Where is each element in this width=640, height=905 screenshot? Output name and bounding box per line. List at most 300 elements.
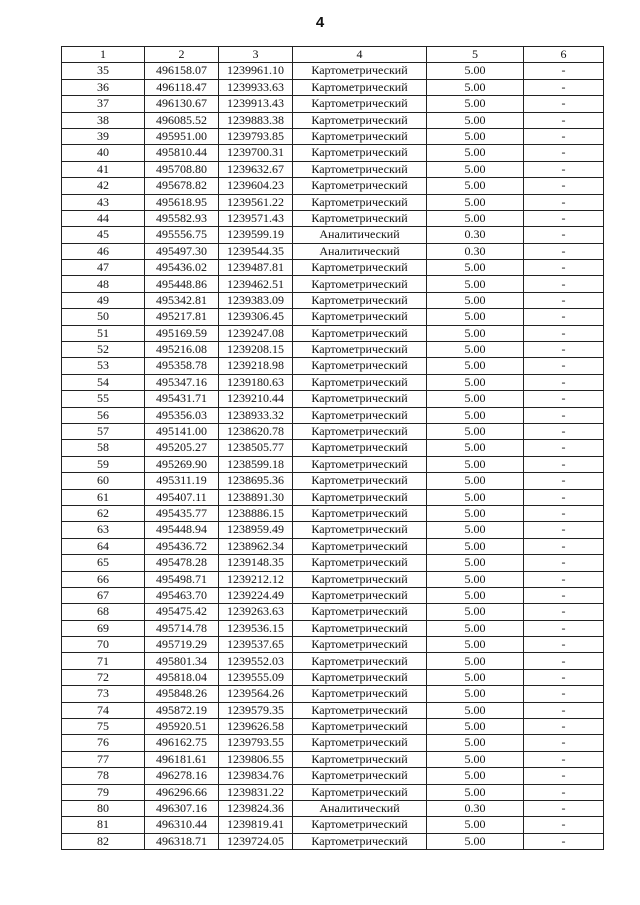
table-row	[62, 79, 604, 95]
point-number-cell: 69	[62, 620, 145, 636]
method-cell: Картометрический	[293, 358, 427, 374]
x-coordinate-cell: 495708.80	[145, 161, 219, 177]
table-row	[62, 374, 604, 390]
table-row	[62, 473, 604, 489]
method-cell: Картометрический	[293, 96, 427, 112]
accuracy-cell: 5.00	[427, 260, 524, 276]
accuracy-cell: 5.00	[427, 178, 524, 194]
point-number-cell: 51	[62, 325, 145, 341]
method-cell: Картометрический	[293, 407, 427, 423]
y-coordinate-cell: 1239793.55	[219, 735, 293, 751]
description-cell: -	[524, 833, 604, 849]
description-cell: -	[524, 735, 604, 751]
method-cell: Картометрический	[293, 669, 427, 685]
y-coordinate-cell: 1239961.10	[219, 63, 293, 79]
coordinates-table	[61, 46, 604, 850]
x-coordinate-cell: 495848.26	[145, 686, 219, 702]
point-number-cell: 54	[62, 374, 145, 390]
x-coordinate-cell: 495582.93	[145, 210, 219, 226]
accuracy-cell: 5.00	[427, 391, 524, 407]
table-row	[62, 571, 604, 587]
y-coordinate-cell: 1239834.76	[219, 768, 293, 784]
table-row	[62, 276, 604, 292]
point-number-cell: 60	[62, 473, 145, 489]
accuracy-cell: 5.00	[427, 358, 524, 374]
accuracy-cell: 5.00	[427, 292, 524, 308]
point-number-cell: 78	[62, 768, 145, 784]
y-coordinate-cell: 1239824.36	[219, 800, 293, 816]
table-row	[62, 669, 604, 685]
description-cell: -	[524, 161, 604, 177]
y-coordinate-cell: 1239564.26	[219, 686, 293, 702]
point-number-cell: 38	[62, 112, 145, 128]
table-row	[62, 604, 604, 620]
method-cell: Картометрический	[293, 555, 427, 571]
method-cell: Картометрический	[293, 292, 427, 308]
point-number-cell: 46	[62, 243, 145, 259]
point-number-cell: 50	[62, 309, 145, 325]
point-number-cell: 44	[62, 210, 145, 226]
y-coordinate-cell: 1239831.22	[219, 784, 293, 800]
accuracy-cell: 5.00	[427, 751, 524, 767]
table-row	[62, 178, 604, 194]
y-coordinate-cell: 1238599.18	[219, 456, 293, 472]
point-number-cell: 74	[62, 702, 145, 718]
y-coordinate-cell: 1239819.41	[219, 817, 293, 833]
accuracy-cell: 5.00	[427, 833, 524, 849]
description-cell: -	[524, 194, 604, 210]
description-cell: -	[524, 325, 604, 341]
point-number-cell: 59	[62, 456, 145, 472]
point-number-cell: 55	[62, 391, 145, 407]
table-row	[62, 735, 604, 751]
table-row	[62, 702, 604, 718]
description-cell: -	[524, 423, 604, 439]
table-row	[62, 423, 604, 439]
accuracy-cell: 5.00	[427, 587, 524, 603]
table-row	[62, 243, 604, 259]
x-coordinate-cell: 495435.77	[145, 505, 219, 521]
table-row	[62, 210, 604, 226]
y-coordinate-cell: 1239210.44	[219, 391, 293, 407]
accuracy-cell: 5.00	[427, 79, 524, 95]
method-cell: Картометрический	[293, 817, 427, 833]
y-coordinate-cell: 1239555.09	[219, 669, 293, 685]
point-number-cell: 49	[62, 292, 145, 308]
x-coordinate-cell: 495311.19	[145, 473, 219, 489]
description-cell: -	[524, 784, 604, 800]
point-number-cell: 76	[62, 735, 145, 751]
table-row	[62, 309, 604, 325]
method-cell: Картометрический	[293, 784, 427, 800]
y-coordinate-cell: 1239537.65	[219, 637, 293, 653]
y-coordinate-cell: 1238962.34	[219, 538, 293, 554]
x-coordinate-cell: 496130.67	[145, 96, 219, 112]
accuracy-cell: 0.30	[427, 800, 524, 816]
accuracy-cell: 5.00	[427, 784, 524, 800]
table-row	[62, 440, 604, 456]
table-row	[62, 538, 604, 554]
point-number-cell: 47	[62, 260, 145, 276]
y-coordinate-cell: 1239913.43	[219, 96, 293, 112]
accuracy-cell: 5.00	[427, 817, 524, 833]
method-cell: Картометрический	[293, 571, 427, 587]
description-cell: -	[524, 522, 604, 538]
description-cell: -	[524, 374, 604, 390]
x-coordinate-cell: 495141.00	[145, 423, 219, 439]
description-cell: -	[524, 620, 604, 636]
accuracy-cell: 5.00	[427, 702, 524, 718]
point-number-cell: 61	[62, 489, 145, 505]
point-number-cell: 73	[62, 686, 145, 702]
y-coordinate-cell: 1239933.63	[219, 79, 293, 95]
method-cell: Картометрический	[293, 833, 427, 849]
column-header: 5	[427, 47, 524, 63]
accuracy-cell: 5.00	[427, 620, 524, 636]
description-cell: -	[524, 604, 604, 620]
x-coordinate-cell: 495556.75	[145, 227, 219, 243]
method-cell: Картометрический	[293, 63, 427, 79]
table-row	[62, 505, 604, 521]
point-number-cell: 48	[62, 276, 145, 292]
method-cell: Картометрический	[293, 473, 427, 489]
table-row	[62, 555, 604, 571]
y-coordinate-cell: 1238505.77	[219, 440, 293, 456]
point-number-cell: 41	[62, 161, 145, 177]
method-cell: Картометрический	[293, 489, 427, 505]
description-cell: -	[524, 653, 604, 669]
y-coordinate-cell: 1239544.35	[219, 243, 293, 259]
method-cell: Картометрический	[293, 145, 427, 161]
accuracy-cell: 5.00	[427, 735, 524, 751]
point-number-cell: 42	[62, 178, 145, 194]
description-cell: -	[524, 456, 604, 472]
description-cell: -	[524, 669, 604, 685]
column-header: 2	[145, 47, 219, 63]
description-cell: -	[524, 686, 604, 702]
x-coordinate-cell: 495497.30	[145, 243, 219, 259]
x-coordinate-cell: 495342.81	[145, 292, 219, 308]
point-number-cell: 52	[62, 342, 145, 358]
description-cell: -	[524, 260, 604, 276]
method-cell: Картометрический	[293, 456, 427, 472]
description-cell: -	[524, 276, 604, 292]
accuracy-cell: 5.00	[427, 686, 524, 702]
y-coordinate-cell: 1239180.63	[219, 374, 293, 390]
column-header: 6	[524, 47, 604, 63]
accuracy-cell: 5.00	[427, 145, 524, 161]
table-row	[62, 522, 604, 538]
x-coordinate-cell: 495169.59	[145, 325, 219, 341]
method-cell: Картометрический	[293, 505, 427, 521]
table-row	[62, 489, 604, 505]
x-coordinate-cell: 496318.71	[145, 833, 219, 849]
method-cell: Аналитический	[293, 227, 427, 243]
point-number-cell: 82	[62, 833, 145, 849]
description-cell: -	[524, 128, 604, 144]
x-coordinate-cell: 495217.81	[145, 309, 219, 325]
accuracy-cell: 5.00	[427, 440, 524, 456]
description-cell: -	[524, 702, 604, 718]
point-number-cell: 70	[62, 637, 145, 653]
method-cell: Картометрический	[293, 751, 427, 767]
accuracy-cell: 5.00	[427, 473, 524, 489]
description-cell: -	[524, 817, 604, 833]
table-row	[62, 833, 604, 849]
method-cell: Картометрический	[293, 604, 427, 620]
point-number-cell: 67	[62, 587, 145, 603]
y-coordinate-cell: 1239383.09	[219, 292, 293, 308]
y-coordinate-cell: 1239536.15	[219, 620, 293, 636]
table-row	[62, 358, 604, 374]
method-cell: Картометрический	[293, 702, 427, 718]
description-cell: -	[524, 112, 604, 128]
x-coordinate-cell: 495358.78	[145, 358, 219, 374]
accuracy-cell: 5.00	[427, 489, 524, 505]
accuracy-cell: 5.00	[427, 637, 524, 653]
x-coordinate-cell: 495431.71	[145, 391, 219, 407]
x-coordinate-cell: 495356.03	[145, 407, 219, 423]
method-cell: Картометрический	[293, 538, 427, 554]
x-coordinate-cell: 496158.07	[145, 63, 219, 79]
method-cell: Картометрический	[293, 161, 427, 177]
point-number-cell: 40	[62, 145, 145, 161]
y-coordinate-cell: 1239224.49	[219, 587, 293, 603]
table-row	[62, 391, 604, 407]
description-cell: -	[524, 800, 604, 816]
y-coordinate-cell: 1238695.36	[219, 473, 293, 489]
table-row	[62, 653, 604, 669]
method-cell: Картометрический	[293, 128, 427, 144]
description-cell: -	[524, 719, 604, 735]
table-row	[62, 456, 604, 472]
accuracy-cell: 5.00	[427, 325, 524, 341]
y-coordinate-cell: 1239306.45	[219, 309, 293, 325]
header-row	[62, 47, 604, 63]
accuracy-cell: 5.00	[427, 342, 524, 358]
method-cell: Картометрический	[293, 260, 427, 276]
page-number: 4	[315, 14, 325, 31]
x-coordinate-cell: 496162.75	[145, 735, 219, 751]
y-coordinate-cell: 1239487.81	[219, 260, 293, 276]
x-coordinate-cell: 495498.71	[145, 571, 219, 587]
x-coordinate-cell: 495951.00	[145, 128, 219, 144]
description-cell: -	[524, 309, 604, 325]
accuracy-cell: 5.00	[427, 768, 524, 784]
point-number-cell: 43	[62, 194, 145, 210]
y-coordinate-cell: 1239212.12	[219, 571, 293, 587]
description-cell: -	[524, 473, 604, 489]
description-cell: -	[524, 505, 604, 521]
table-row	[62, 751, 604, 767]
table-row	[62, 342, 604, 358]
x-coordinate-cell: 495478.28	[145, 555, 219, 571]
accuracy-cell: 5.00	[427, 407, 524, 423]
x-coordinate-cell: 495347.16	[145, 374, 219, 390]
y-coordinate-cell: 1239599.19	[219, 227, 293, 243]
description-cell: -	[524, 637, 604, 653]
description-cell: -	[524, 571, 604, 587]
accuracy-cell: 5.00	[427, 669, 524, 685]
accuracy-cell: 0.30	[427, 227, 524, 243]
accuracy-cell: 5.00	[427, 538, 524, 554]
description-cell: -	[524, 358, 604, 374]
description-cell: -	[524, 587, 604, 603]
x-coordinate-cell: 495618.95	[145, 194, 219, 210]
method-cell: Картометрический	[293, 79, 427, 95]
description-cell: -	[524, 538, 604, 554]
x-coordinate-cell: 495216.08	[145, 342, 219, 358]
method-cell: Картометрический	[293, 309, 427, 325]
table-row	[62, 96, 604, 112]
y-coordinate-cell: 1238886.15	[219, 505, 293, 521]
table-row	[62, 292, 604, 308]
y-coordinate-cell: 1239793.85	[219, 128, 293, 144]
accuracy-cell: 5.00	[427, 522, 524, 538]
x-coordinate-cell: 495205.27	[145, 440, 219, 456]
x-coordinate-cell: 495810.44	[145, 145, 219, 161]
method-cell: Картометрический	[293, 653, 427, 669]
description-cell: -	[524, 178, 604, 194]
y-coordinate-cell: 1239462.51	[219, 276, 293, 292]
method-cell: Картометрический	[293, 374, 427, 390]
table-row	[62, 145, 604, 161]
y-coordinate-cell: 1239263.63	[219, 604, 293, 620]
column-header: 3	[219, 47, 293, 63]
method-cell: Картометрический	[293, 391, 427, 407]
description-cell: -	[524, 751, 604, 767]
point-number-cell: 53	[62, 358, 145, 374]
method-cell: Картометрический	[293, 735, 427, 751]
point-number-cell: 72	[62, 669, 145, 685]
point-number-cell: 75	[62, 719, 145, 735]
accuracy-cell: 5.00	[427, 96, 524, 112]
point-number-cell: 65	[62, 555, 145, 571]
description-cell: -	[524, 292, 604, 308]
table-row	[62, 768, 604, 784]
table-row	[62, 800, 604, 816]
method-cell: Картометрический	[293, 620, 427, 636]
y-coordinate-cell: 1239552.03	[219, 653, 293, 669]
y-coordinate-cell: 1239806.55	[219, 751, 293, 767]
x-coordinate-cell: 495714.78	[145, 620, 219, 636]
table-row	[62, 128, 604, 144]
x-coordinate-cell: 495801.34	[145, 653, 219, 669]
x-coordinate-cell: 496181.61	[145, 751, 219, 767]
x-coordinate-cell: 495818.04	[145, 669, 219, 685]
accuracy-cell: 5.00	[427, 555, 524, 571]
accuracy-cell: 5.00	[427, 210, 524, 226]
table-row	[62, 194, 604, 210]
table-row	[62, 407, 604, 423]
x-coordinate-cell: 495269.90	[145, 456, 219, 472]
y-coordinate-cell: 1239208.15	[219, 342, 293, 358]
x-coordinate-cell: 496296.66	[145, 784, 219, 800]
method-cell: Картометрический	[293, 522, 427, 538]
accuracy-cell: 5.00	[427, 604, 524, 620]
y-coordinate-cell: 1239724.05	[219, 833, 293, 849]
description-cell: -	[524, 342, 604, 358]
y-coordinate-cell: 1238620.78	[219, 423, 293, 439]
y-coordinate-cell: 1238891.30	[219, 489, 293, 505]
accuracy-cell: 5.00	[427, 276, 524, 292]
y-coordinate-cell: 1239579.35	[219, 702, 293, 718]
x-coordinate-cell: 495872.19	[145, 702, 219, 718]
accuracy-cell: 5.00	[427, 112, 524, 128]
y-coordinate-cell: 1239883.38	[219, 112, 293, 128]
table-row	[62, 112, 604, 128]
table-row	[62, 260, 604, 276]
point-number-cell: 39	[62, 128, 145, 144]
x-coordinate-cell: 496310.44	[145, 817, 219, 833]
point-number-cell: 58	[62, 440, 145, 456]
table-row	[62, 161, 604, 177]
accuracy-cell: 5.00	[427, 719, 524, 735]
y-coordinate-cell: 1239571.43	[219, 210, 293, 226]
x-coordinate-cell: 495719.29	[145, 637, 219, 653]
y-coordinate-cell: 1239632.67	[219, 161, 293, 177]
y-coordinate-cell: 1239604.23	[219, 178, 293, 194]
description-cell: -	[524, 407, 604, 423]
point-number-cell: 68	[62, 604, 145, 620]
x-coordinate-cell: 495436.72	[145, 538, 219, 554]
x-coordinate-cell: 496118.47	[145, 79, 219, 95]
description-cell: -	[524, 768, 604, 784]
point-number-cell: 63	[62, 522, 145, 538]
point-number-cell: 35	[62, 63, 145, 79]
x-coordinate-cell: 496307.16	[145, 800, 219, 816]
method-cell: Картометрический	[293, 587, 427, 603]
method-cell: Картометрический	[293, 112, 427, 128]
accuracy-cell: 5.00	[427, 161, 524, 177]
description-cell: -	[524, 489, 604, 505]
point-number-cell: 81	[62, 817, 145, 833]
table-row	[62, 719, 604, 735]
description-cell: -	[524, 555, 604, 571]
table-row	[62, 784, 604, 800]
point-number-cell: 36	[62, 79, 145, 95]
description-cell: -	[524, 63, 604, 79]
description-cell: -	[524, 243, 604, 259]
table-row	[62, 325, 604, 341]
point-number-cell: 57	[62, 423, 145, 439]
table-row	[62, 620, 604, 636]
description-cell: -	[524, 391, 604, 407]
method-cell: Картометрический	[293, 768, 427, 784]
accuracy-cell: 5.00	[427, 63, 524, 79]
x-coordinate-cell: 496085.52	[145, 112, 219, 128]
method-cell: Картометрический	[293, 325, 427, 341]
y-coordinate-cell: 1239247.08	[219, 325, 293, 341]
description-cell: -	[524, 440, 604, 456]
y-coordinate-cell: 1239561.22	[219, 194, 293, 210]
y-coordinate-cell: 1238933.32	[219, 407, 293, 423]
table-body	[62, 63, 604, 850]
method-cell: Картометрический	[293, 423, 427, 439]
description-cell: -	[524, 145, 604, 161]
point-number-cell: 80	[62, 800, 145, 816]
point-number-cell: 64	[62, 538, 145, 554]
method-cell: Картометрический	[293, 276, 427, 292]
method-cell: Картометрический	[293, 178, 427, 194]
accuracy-cell: 0.30	[427, 243, 524, 259]
point-number-cell: 71	[62, 653, 145, 669]
x-coordinate-cell: 495407.11	[145, 489, 219, 505]
accuracy-cell: 5.00	[427, 505, 524, 521]
method-cell: Картометрический	[293, 686, 427, 702]
point-number-cell: 56	[62, 407, 145, 423]
description-cell: -	[524, 210, 604, 226]
